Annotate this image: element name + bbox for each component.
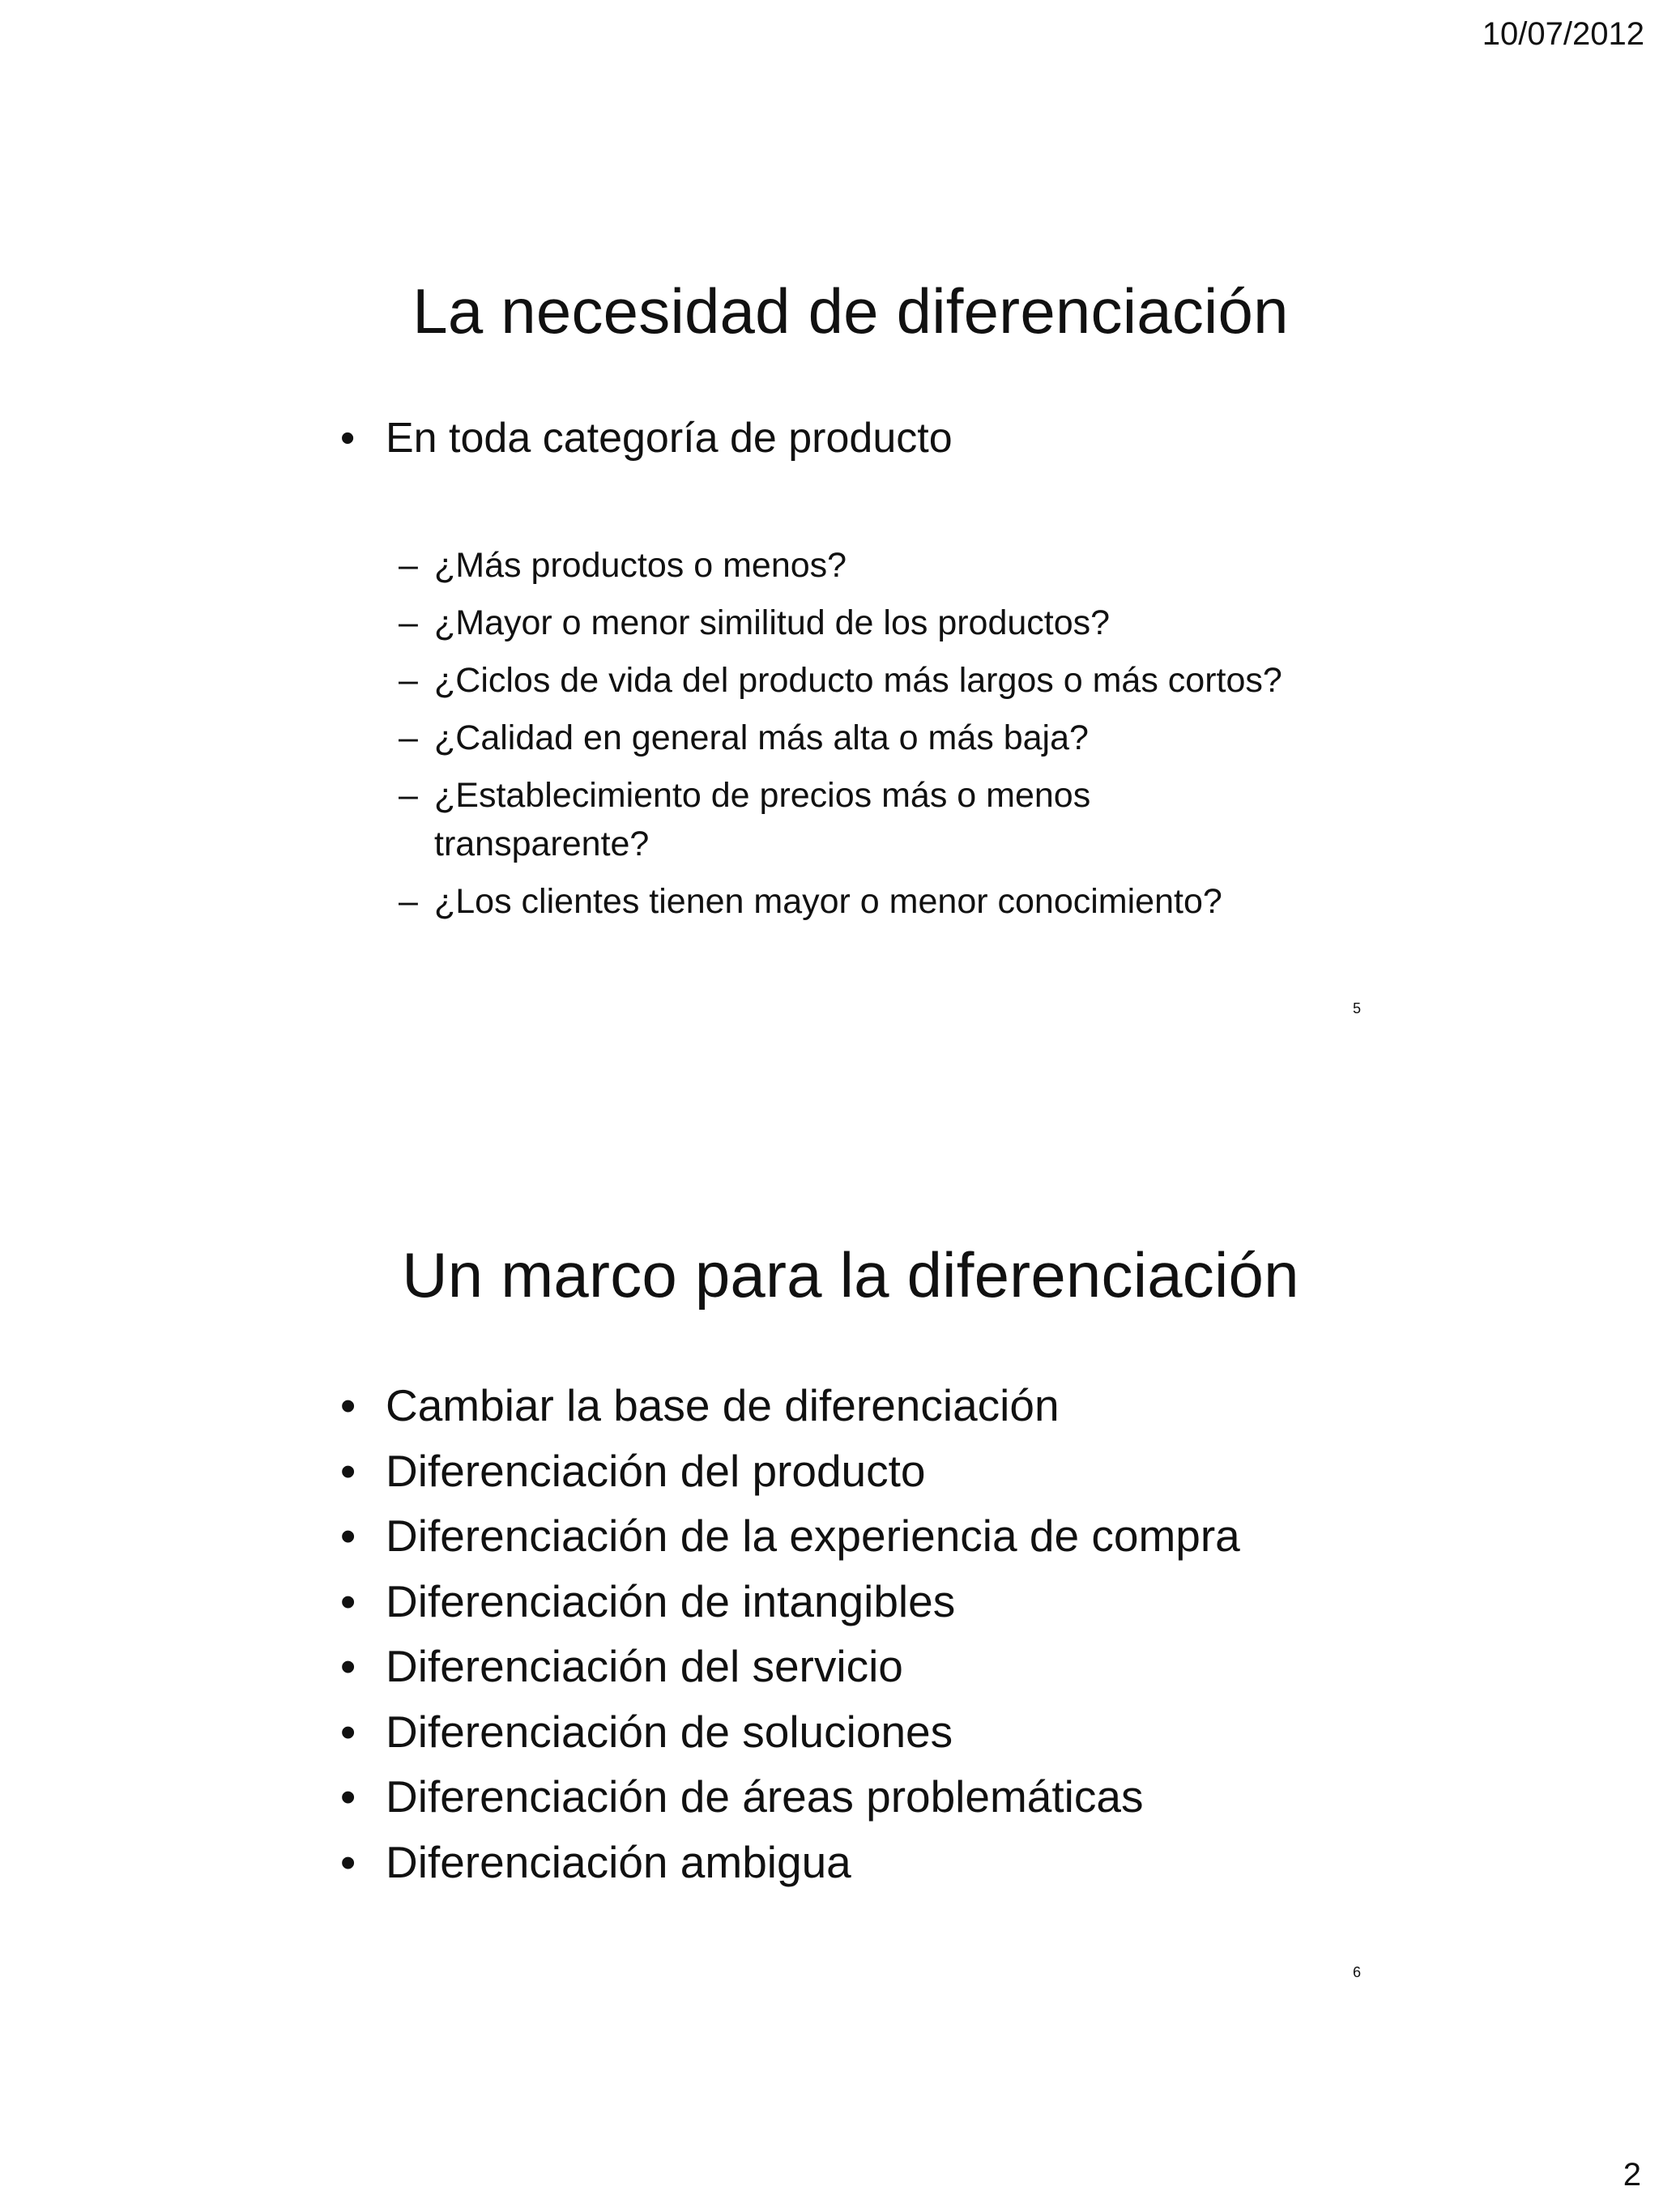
bullet-icon: •	[340, 1641, 356, 1691]
bullet-text: Diferenciación de áreas problemáticas	[386, 1771, 1144, 1822]
bullet-text: Diferenciación del servicio	[386, 1641, 903, 1691]
bullet-icon: •	[340, 1445, 356, 1496]
bullet-icon: •	[340, 1575, 356, 1626]
bullet-icon: •	[340, 1706, 356, 1757]
bullet-icon: •	[340, 415, 356, 462]
dash-icon: –	[399, 718, 418, 757]
sub-bullet-text: ¿Mayor o menor similitud de los productos?	[434, 603, 1111, 642]
slide-title: La necesidad de diferenciación	[412, 275, 1289, 347]
list-item	[340, 1764, 1240, 1830]
slide-title: Un marco para la diferenciación	[402, 1239, 1299, 1311]
slide-5	[340, 202, 1361, 1126]
sub-bullet-text: ¿Los clientes tienen mayor o menor conocimiento?	[434, 882, 1222, 921]
page-date: 10/07/2012	[1482, 16, 1644, 52]
list-item	[340, 413, 953, 463]
sub-bullet-text: ¿Ciclos de vida del producto más largos o más cortos?	[434, 661, 1282, 700]
slide-number: 5	[1352, 1000, 1361, 1016]
page-number: 2	[1623, 2157, 1641, 2193]
slide-number: 6	[1352, 1964, 1361, 1980]
sub-bullet-text: ¿Establecimiento de precios más o menos transparente?	[434, 776, 1091, 863]
list-item	[340, 1569, 1240, 1634]
bullet-icon: •	[340, 1771, 356, 1822]
list-item	[399, 599, 1354, 647]
list-item	[399, 771, 1163, 868]
list-item	[340, 1503, 1240, 1569]
dash-icon: –	[399, 603, 418, 642]
dash-icon: –	[399, 546, 418, 585]
sub-bullet-text: ¿Más productos o menos?	[434, 546, 847, 585]
bullet-list	[340, 1373, 1240, 1894]
bullet-text: Diferenciación ambigua	[386, 1836, 851, 1887]
list-item	[340, 1438, 1240, 1504]
dash-icon: –	[399, 661, 418, 700]
bullet-text: Diferenciación de la experiencia de compra	[386, 1511, 1240, 1561]
sub-bullet-text: ¿Calidad en general más alta o más baja?	[434, 718, 1089, 757]
bullet-text: Diferenciación de soluciones	[386, 1706, 953, 1757]
bullet-text: Diferenciación de intangibles	[386, 1575, 956, 1626]
bullet-icon: •	[340, 1511, 356, 1561]
bullet-text: En toda categoría de producto	[386, 415, 953, 462]
list-item	[340, 1634, 1240, 1699]
bullet-list	[340, 413, 953, 463]
list-item	[340, 1373, 1240, 1438]
dash-icon: –	[399, 776, 418, 815]
dash-icon: –	[399, 882, 418, 921]
list-item	[399, 656, 1354, 705]
bullet-text: Diferenciación del producto	[386, 1445, 926, 1496]
list-item	[399, 877, 1354, 926]
slide-6	[340, 1166, 1361, 2090]
sub-bullet-list	[399, 541, 1354, 935]
list-item	[340, 1699, 1240, 1765]
bullet-text: Cambiar la base de diferenciación	[386, 1380, 1060, 1430]
list-item	[399, 714, 1354, 762]
list-item	[340, 1830, 1240, 1895]
bullet-icon: •	[340, 1380, 356, 1430]
bullet-icon: •	[340, 1836, 356, 1887]
list-item	[399, 541, 1354, 590]
